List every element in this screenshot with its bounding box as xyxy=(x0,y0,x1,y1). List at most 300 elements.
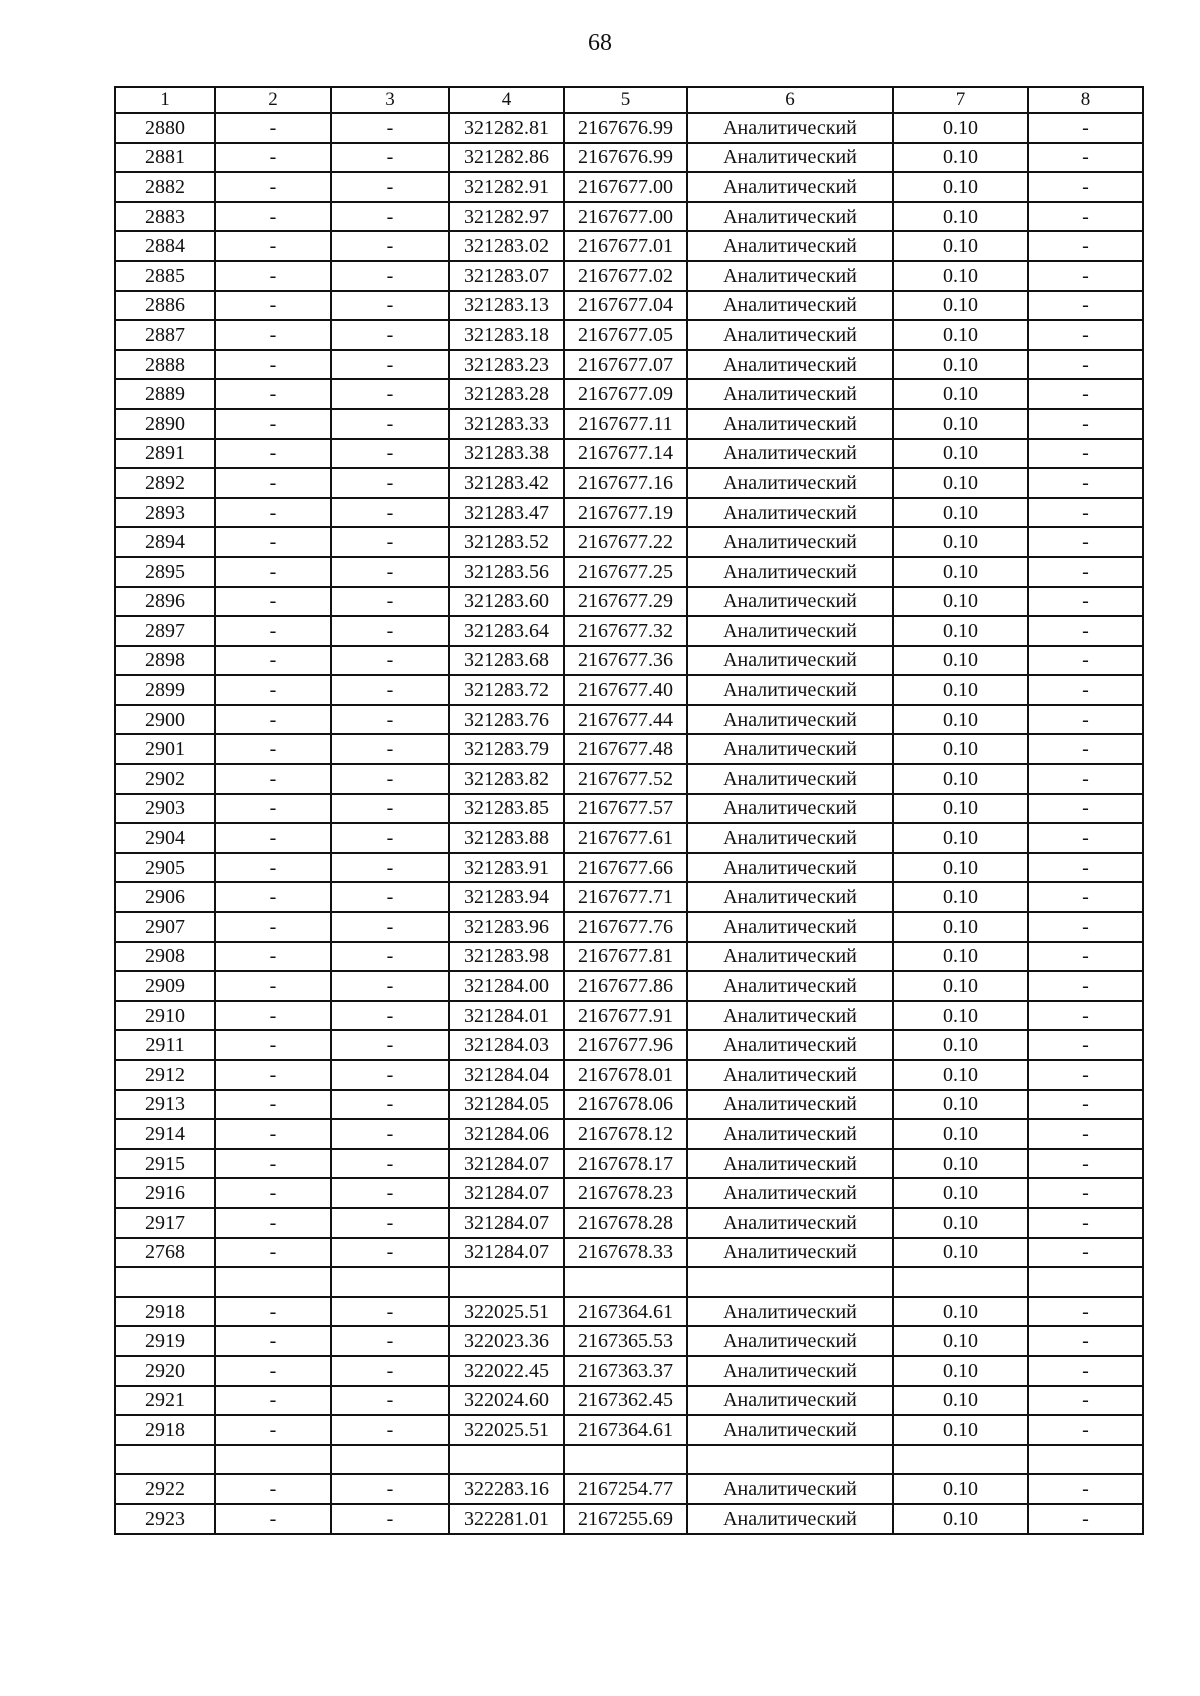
table-cell: - xyxy=(331,1119,449,1149)
table-cell: - xyxy=(331,823,449,853)
table-cell: - xyxy=(331,794,449,824)
table-cell: - xyxy=(215,231,331,261)
table-row xyxy=(115,764,1143,794)
table-cell: 2167677.05 xyxy=(564,320,687,350)
table-cell: 2167677.07 xyxy=(564,350,687,380)
table-cell: 2894 xyxy=(115,527,215,557)
table-cell: - xyxy=(331,231,449,261)
table-cell: - xyxy=(1028,823,1143,853)
table-cell: 321282.86 xyxy=(449,143,564,173)
table-separator-row xyxy=(115,1267,1143,1297)
table-cell: Аналитический xyxy=(687,705,893,735)
table-cell: - xyxy=(215,143,331,173)
table-cell: - xyxy=(1028,1178,1143,1208)
table-cell: 322022.45 xyxy=(449,1356,564,1386)
table-cell: - xyxy=(1028,527,1143,557)
table-cell: Аналитический xyxy=(687,143,893,173)
table-row xyxy=(115,202,1143,232)
table-cell: Аналитический xyxy=(687,942,893,972)
table-cell: Аналитический xyxy=(687,557,893,587)
table-cell: 0.10 xyxy=(893,587,1028,617)
table-cell: 2887 xyxy=(115,320,215,350)
table-cell: - xyxy=(331,143,449,173)
table-cell: Аналитический xyxy=(687,1119,893,1149)
table-row xyxy=(115,320,1143,350)
table-cell: 0.10 xyxy=(893,409,1028,439)
table-cell: 2919 xyxy=(115,1326,215,1356)
table-cell: 2912 xyxy=(115,1060,215,1090)
table-cell: 0.10 xyxy=(893,942,1028,972)
table-cell: Аналитический xyxy=(687,853,893,883)
table-cell: 2167677.71 xyxy=(564,882,687,912)
table-cell: 2167677.36 xyxy=(564,646,687,676)
table-cell: - xyxy=(1028,705,1143,735)
table-cell: 0.10 xyxy=(893,143,1028,173)
table-cell: Аналитический xyxy=(687,1386,893,1416)
table-cell: 2167255.69 xyxy=(564,1504,687,1534)
table-cell: 321283.79 xyxy=(449,734,564,764)
table-cell: 2167678.12 xyxy=(564,1119,687,1149)
table-cell: 321283.02 xyxy=(449,231,564,261)
table-cell: 321283.47 xyxy=(449,498,564,528)
table-cell: - xyxy=(331,705,449,735)
table-cell: 2917 xyxy=(115,1208,215,1238)
table-cell: Аналитический xyxy=(687,320,893,350)
table-cell: 2167677.44 xyxy=(564,705,687,735)
table-cell: 2167677.01 xyxy=(564,231,687,261)
table-cell: Аналитический xyxy=(687,231,893,261)
table-cell: 0.10 xyxy=(893,1178,1028,1208)
table-cell: - xyxy=(331,468,449,498)
table-cell: 321283.72 xyxy=(449,675,564,705)
table-cell: 2918 xyxy=(115,1415,215,1445)
table-row xyxy=(115,439,1143,469)
table-cell: - xyxy=(331,1238,449,1268)
table-cell: 2167677.11 xyxy=(564,409,687,439)
table-cell: 2167678.23 xyxy=(564,1178,687,1208)
table-row xyxy=(115,498,1143,528)
table-cell xyxy=(687,1267,893,1297)
table-cell: 2905 xyxy=(115,853,215,883)
table-cell: Аналитический xyxy=(687,587,893,617)
table-cell: - xyxy=(1028,1415,1143,1445)
table-cell: 0.10 xyxy=(893,1208,1028,1238)
table-row xyxy=(115,172,1143,202)
page-number: 68 xyxy=(588,30,612,56)
table-cell: - xyxy=(331,675,449,705)
table-cell: 0.10 xyxy=(893,1090,1028,1120)
table-cell: - xyxy=(215,172,331,202)
table-cell: 0.10 xyxy=(893,261,1028,291)
table-cell: 2921 xyxy=(115,1386,215,1416)
table-cell: 321283.56 xyxy=(449,557,564,587)
table-cell: 0.10 xyxy=(893,675,1028,705)
table-row xyxy=(115,705,1143,735)
table-cell: Аналитический xyxy=(687,794,893,824)
table-cell: - xyxy=(331,1060,449,1090)
table-row xyxy=(115,1090,1143,1120)
table-row xyxy=(115,794,1143,824)
table-cell: - xyxy=(215,409,331,439)
table-cell: - xyxy=(1028,587,1143,617)
table-cell: Аналитический xyxy=(687,1415,893,1445)
table-cell: - xyxy=(215,587,331,617)
table-cell: - xyxy=(1028,1149,1143,1179)
table-row xyxy=(115,350,1143,380)
table-cell: 2167676.99 xyxy=(564,143,687,173)
table-row xyxy=(115,942,1143,972)
table-cell: 0.10 xyxy=(893,291,1028,321)
table-cell: Аналитический xyxy=(687,1297,893,1327)
table-cell: 0.10 xyxy=(893,350,1028,380)
table-cell: Аналитический xyxy=(687,261,893,291)
table-cell: 322025.51 xyxy=(449,1297,564,1327)
table-cell: - xyxy=(331,853,449,883)
table-header-row xyxy=(115,87,1143,113)
table-cell: - xyxy=(331,1001,449,1031)
table-cell: - xyxy=(215,1297,331,1327)
table-cell: Аналитический xyxy=(687,764,893,794)
table-cell xyxy=(564,1445,687,1475)
table-cell: 2897 xyxy=(115,616,215,646)
table-cell: 321284.07 xyxy=(449,1238,564,1268)
table-cell: - xyxy=(331,350,449,380)
table-cell: - xyxy=(331,971,449,1001)
table-row xyxy=(115,231,1143,261)
table-cell: - xyxy=(331,1297,449,1327)
table-cell: 321284.06 xyxy=(449,1119,564,1149)
table-cell: 2888 xyxy=(115,350,215,380)
table-cell: 2908 xyxy=(115,942,215,972)
table-cell: 2167677.19 xyxy=(564,498,687,528)
table-row xyxy=(115,1356,1143,1386)
table-cell: - xyxy=(331,646,449,676)
table-cell: 2902 xyxy=(115,764,215,794)
table-cell: - xyxy=(1028,1030,1143,1060)
table-cell: 2915 xyxy=(115,1149,215,1179)
table-row xyxy=(115,1001,1143,1031)
table-cell: - xyxy=(215,1415,331,1445)
table-row xyxy=(115,1415,1143,1445)
table-cell: - xyxy=(215,616,331,646)
table-cell: 2900 xyxy=(115,705,215,735)
table-separator-row xyxy=(115,1445,1143,1475)
table-cell: - xyxy=(1028,498,1143,528)
table-cell: 321283.94 xyxy=(449,882,564,912)
table-cell: - xyxy=(215,823,331,853)
table-cell: - xyxy=(331,113,449,143)
table-cell: 2167254.77 xyxy=(564,1474,687,1504)
table-cell: 0.10 xyxy=(893,1030,1028,1060)
table-cell: 321283.42 xyxy=(449,468,564,498)
table-cell: - xyxy=(331,734,449,764)
table-row xyxy=(115,1030,1143,1060)
table-row xyxy=(115,734,1143,764)
table-cell: 2167677.00 xyxy=(564,202,687,232)
table-cell: - xyxy=(1028,468,1143,498)
table-cell: 2885 xyxy=(115,261,215,291)
table-cell: 0.10 xyxy=(893,734,1028,764)
table-cell: - xyxy=(331,942,449,972)
table-cell: - xyxy=(215,1030,331,1060)
table-cell: 0.10 xyxy=(893,468,1028,498)
table-cell: 0.10 xyxy=(893,320,1028,350)
table-cell: - xyxy=(1028,143,1143,173)
table-cell: Аналитический xyxy=(687,823,893,853)
table-cell: 2922 xyxy=(115,1474,215,1504)
table-cell: - xyxy=(215,1090,331,1120)
table-cell: 321283.13 xyxy=(449,291,564,321)
table-cell: 2167677.09 xyxy=(564,379,687,409)
table-row xyxy=(115,1149,1143,1179)
table-cell xyxy=(564,1267,687,1297)
table-cell: 321283.76 xyxy=(449,705,564,735)
table-cell xyxy=(1028,1267,1143,1297)
table-cell: 321282.91 xyxy=(449,172,564,202)
column-header: 8 xyxy=(1028,87,1143,113)
table-cell: 0.10 xyxy=(893,1356,1028,1386)
table-cell: - xyxy=(1028,557,1143,587)
table-cell: - xyxy=(331,498,449,528)
column-header: 7 xyxy=(893,87,1028,113)
table-cell: 321283.96 xyxy=(449,912,564,942)
table-cell: 2167677.14 xyxy=(564,439,687,469)
table-cell xyxy=(115,1445,215,1475)
table-cell: - xyxy=(331,557,449,587)
table-cell: - xyxy=(215,202,331,232)
table-cell: - xyxy=(215,675,331,705)
table-cell: 2884 xyxy=(115,231,215,261)
table-cell: - xyxy=(1028,379,1143,409)
table-cell: 0.10 xyxy=(893,527,1028,557)
table-cell: 321283.28 xyxy=(449,379,564,409)
table-cell: - xyxy=(331,587,449,617)
table-cell: - xyxy=(1028,853,1143,883)
table-cell: Аналитический xyxy=(687,172,893,202)
table-cell: 321284.07 xyxy=(449,1149,564,1179)
table-cell: - xyxy=(331,1326,449,1356)
table-cell: 322283.16 xyxy=(449,1474,564,1504)
table-cell: 0.10 xyxy=(893,557,1028,587)
table-cell: 2167677.76 xyxy=(564,912,687,942)
table-cell: Аналитический xyxy=(687,1208,893,1238)
table-cell: - xyxy=(331,1356,449,1386)
table-row xyxy=(115,587,1143,617)
table-cell: 2918 xyxy=(115,1297,215,1327)
table-cell: - xyxy=(1028,320,1143,350)
table-cell: 0.10 xyxy=(893,1326,1028,1356)
table-cell: 0.10 xyxy=(893,1149,1028,1179)
table-cell: - xyxy=(331,882,449,912)
table-cell: 321283.33 xyxy=(449,409,564,439)
table-row xyxy=(115,1208,1143,1238)
table-cell: 2891 xyxy=(115,439,215,469)
table-cell xyxy=(449,1267,564,1297)
table-cell xyxy=(115,1267,215,1297)
table-cell: 0.10 xyxy=(893,172,1028,202)
table-cell: 2916 xyxy=(115,1178,215,1208)
table-cell: 2909 xyxy=(115,971,215,1001)
table-cell: - xyxy=(1028,261,1143,291)
table-cell: - xyxy=(1028,942,1143,972)
table-cell: 2906 xyxy=(115,882,215,912)
table-cell: Аналитический xyxy=(687,409,893,439)
table-cell: - xyxy=(331,261,449,291)
table-cell: - xyxy=(1028,202,1143,232)
table-cell: 2882 xyxy=(115,172,215,202)
table-cell: 0.10 xyxy=(893,379,1028,409)
table-cell: Аналитический xyxy=(687,379,893,409)
table-row xyxy=(115,113,1143,143)
table-cell: 0.10 xyxy=(893,823,1028,853)
table-row xyxy=(115,971,1143,1001)
table-cell: 321283.23 xyxy=(449,350,564,380)
table-cell: - xyxy=(215,291,331,321)
table-cell: 0.10 xyxy=(893,1386,1028,1416)
table-cell: - xyxy=(331,1208,449,1238)
table-cell: 2167677.61 xyxy=(564,823,687,853)
table-cell: 2167677.52 xyxy=(564,764,687,794)
table-cell xyxy=(449,1445,564,1475)
table-cell: - xyxy=(1028,1356,1143,1386)
table-cell: Аналитический xyxy=(687,971,893,1001)
table-row xyxy=(115,646,1143,676)
table-row xyxy=(115,527,1143,557)
table-cell: - xyxy=(215,853,331,883)
table-cell: 0.10 xyxy=(893,853,1028,883)
table-cell: 321282.81 xyxy=(449,113,564,143)
table-cell: Аналитический xyxy=(687,1474,893,1504)
table-cell: 2896 xyxy=(115,587,215,617)
table-cell: 321284.01 xyxy=(449,1001,564,1031)
table-body xyxy=(115,113,1143,1534)
column-header: 2 xyxy=(215,87,331,113)
table-cell: 0.10 xyxy=(893,794,1028,824)
table-cell: 321284.05 xyxy=(449,1090,564,1120)
table-cell: - xyxy=(1028,1297,1143,1327)
table-cell: 2167677.96 xyxy=(564,1030,687,1060)
table-cell: 2880 xyxy=(115,113,215,143)
table-cell: - xyxy=(331,439,449,469)
table-cell: - xyxy=(215,113,331,143)
table-cell: 2768 xyxy=(115,1238,215,1268)
table-cell xyxy=(331,1267,449,1297)
table-cell: 0.10 xyxy=(893,231,1028,261)
table-cell: - xyxy=(1028,675,1143,705)
table-cell: - xyxy=(331,202,449,232)
table-cell: 2907 xyxy=(115,912,215,942)
table-cell: 2883 xyxy=(115,202,215,232)
table-row xyxy=(115,557,1143,587)
table-cell: Аналитический xyxy=(687,350,893,380)
table-cell: Аналитический xyxy=(687,1060,893,1090)
table-row xyxy=(115,379,1143,409)
table-cell: 2886 xyxy=(115,291,215,321)
table-cell: 2167678.33 xyxy=(564,1238,687,1268)
table-cell: Аналитический xyxy=(687,1238,893,1268)
table-cell: 2167677.86 xyxy=(564,971,687,1001)
table-cell: - xyxy=(331,527,449,557)
table-cell: 2167677.16 xyxy=(564,468,687,498)
table-row xyxy=(115,1474,1143,1504)
table-cell: 322024.60 xyxy=(449,1386,564,1416)
table-cell: 2893 xyxy=(115,498,215,528)
table-cell: - xyxy=(215,1060,331,1090)
table-cell: 0.10 xyxy=(893,646,1028,676)
table-cell: 2881 xyxy=(115,143,215,173)
table-row xyxy=(115,912,1143,942)
table-cell: 2167364.61 xyxy=(564,1415,687,1445)
table-cell: 321283.85 xyxy=(449,794,564,824)
table-cell: 321283.64 xyxy=(449,616,564,646)
table-cell: 2890 xyxy=(115,409,215,439)
table-cell: 321283.52 xyxy=(449,527,564,557)
table-cell xyxy=(331,1445,449,1475)
table-cell: - xyxy=(215,1386,331,1416)
table-cell: - xyxy=(215,1504,331,1534)
table-cell: 0.10 xyxy=(893,1238,1028,1268)
table-cell: - xyxy=(215,320,331,350)
table-cell: 2892 xyxy=(115,468,215,498)
table-row xyxy=(115,1178,1143,1208)
table-cell: - xyxy=(1028,882,1143,912)
table-cell: Аналитический xyxy=(687,439,893,469)
table-cell: 0.10 xyxy=(893,616,1028,646)
table-cell: 0.10 xyxy=(893,1415,1028,1445)
table-cell: Аналитический xyxy=(687,291,893,321)
table-cell: 2167365.53 xyxy=(564,1326,687,1356)
table-cell: - xyxy=(1028,1474,1143,1504)
table-cell: - xyxy=(215,468,331,498)
table-row xyxy=(115,1386,1143,1416)
table-cell: 2167364.61 xyxy=(564,1297,687,1327)
table-cell: 321283.38 xyxy=(449,439,564,469)
table-cell: - xyxy=(215,1356,331,1386)
table-cell: 0.10 xyxy=(893,764,1028,794)
table-cell: - xyxy=(215,1208,331,1238)
table-cell: - xyxy=(1028,231,1143,261)
column-header: 6 xyxy=(687,87,893,113)
table-cell: 2167678.06 xyxy=(564,1090,687,1120)
table-row xyxy=(115,853,1143,883)
table-cell: - xyxy=(331,409,449,439)
table-cell xyxy=(893,1267,1028,1297)
table-cell: - xyxy=(215,1119,331,1149)
table-cell: 2167677.00 xyxy=(564,172,687,202)
table-cell: - xyxy=(1028,113,1143,143)
table-cell: 2167678.17 xyxy=(564,1149,687,1179)
table-cell: Аналитический xyxy=(687,912,893,942)
table-cell: - xyxy=(1028,1238,1143,1268)
table-cell xyxy=(1028,1445,1143,1475)
table-cell: - xyxy=(215,1149,331,1179)
table-cell: - xyxy=(1028,291,1143,321)
table-cell: - xyxy=(331,172,449,202)
table-cell: Аналитический xyxy=(687,1001,893,1031)
table-cell: - xyxy=(215,350,331,380)
table-cell: - xyxy=(215,705,331,735)
table-cell: 2167362.45 xyxy=(564,1386,687,1416)
table-cell: - xyxy=(331,1149,449,1179)
table-row xyxy=(115,143,1143,173)
table-cell: 2167677.48 xyxy=(564,734,687,764)
table-cell: 2167676.99 xyxy=(564,113,687,143)
table-cell: Аналитический xyxy=(687,113,893,143)
table-cell: 0.10 xyxy=(893,1060,1028,1090)
table-cell: 321284.00 xyxy=(449,971,564,1001)
table-cell: - xyxy=(331,912,449,942)
table-cell: 322025.51 xyxy=(449,1415,564,1445)
